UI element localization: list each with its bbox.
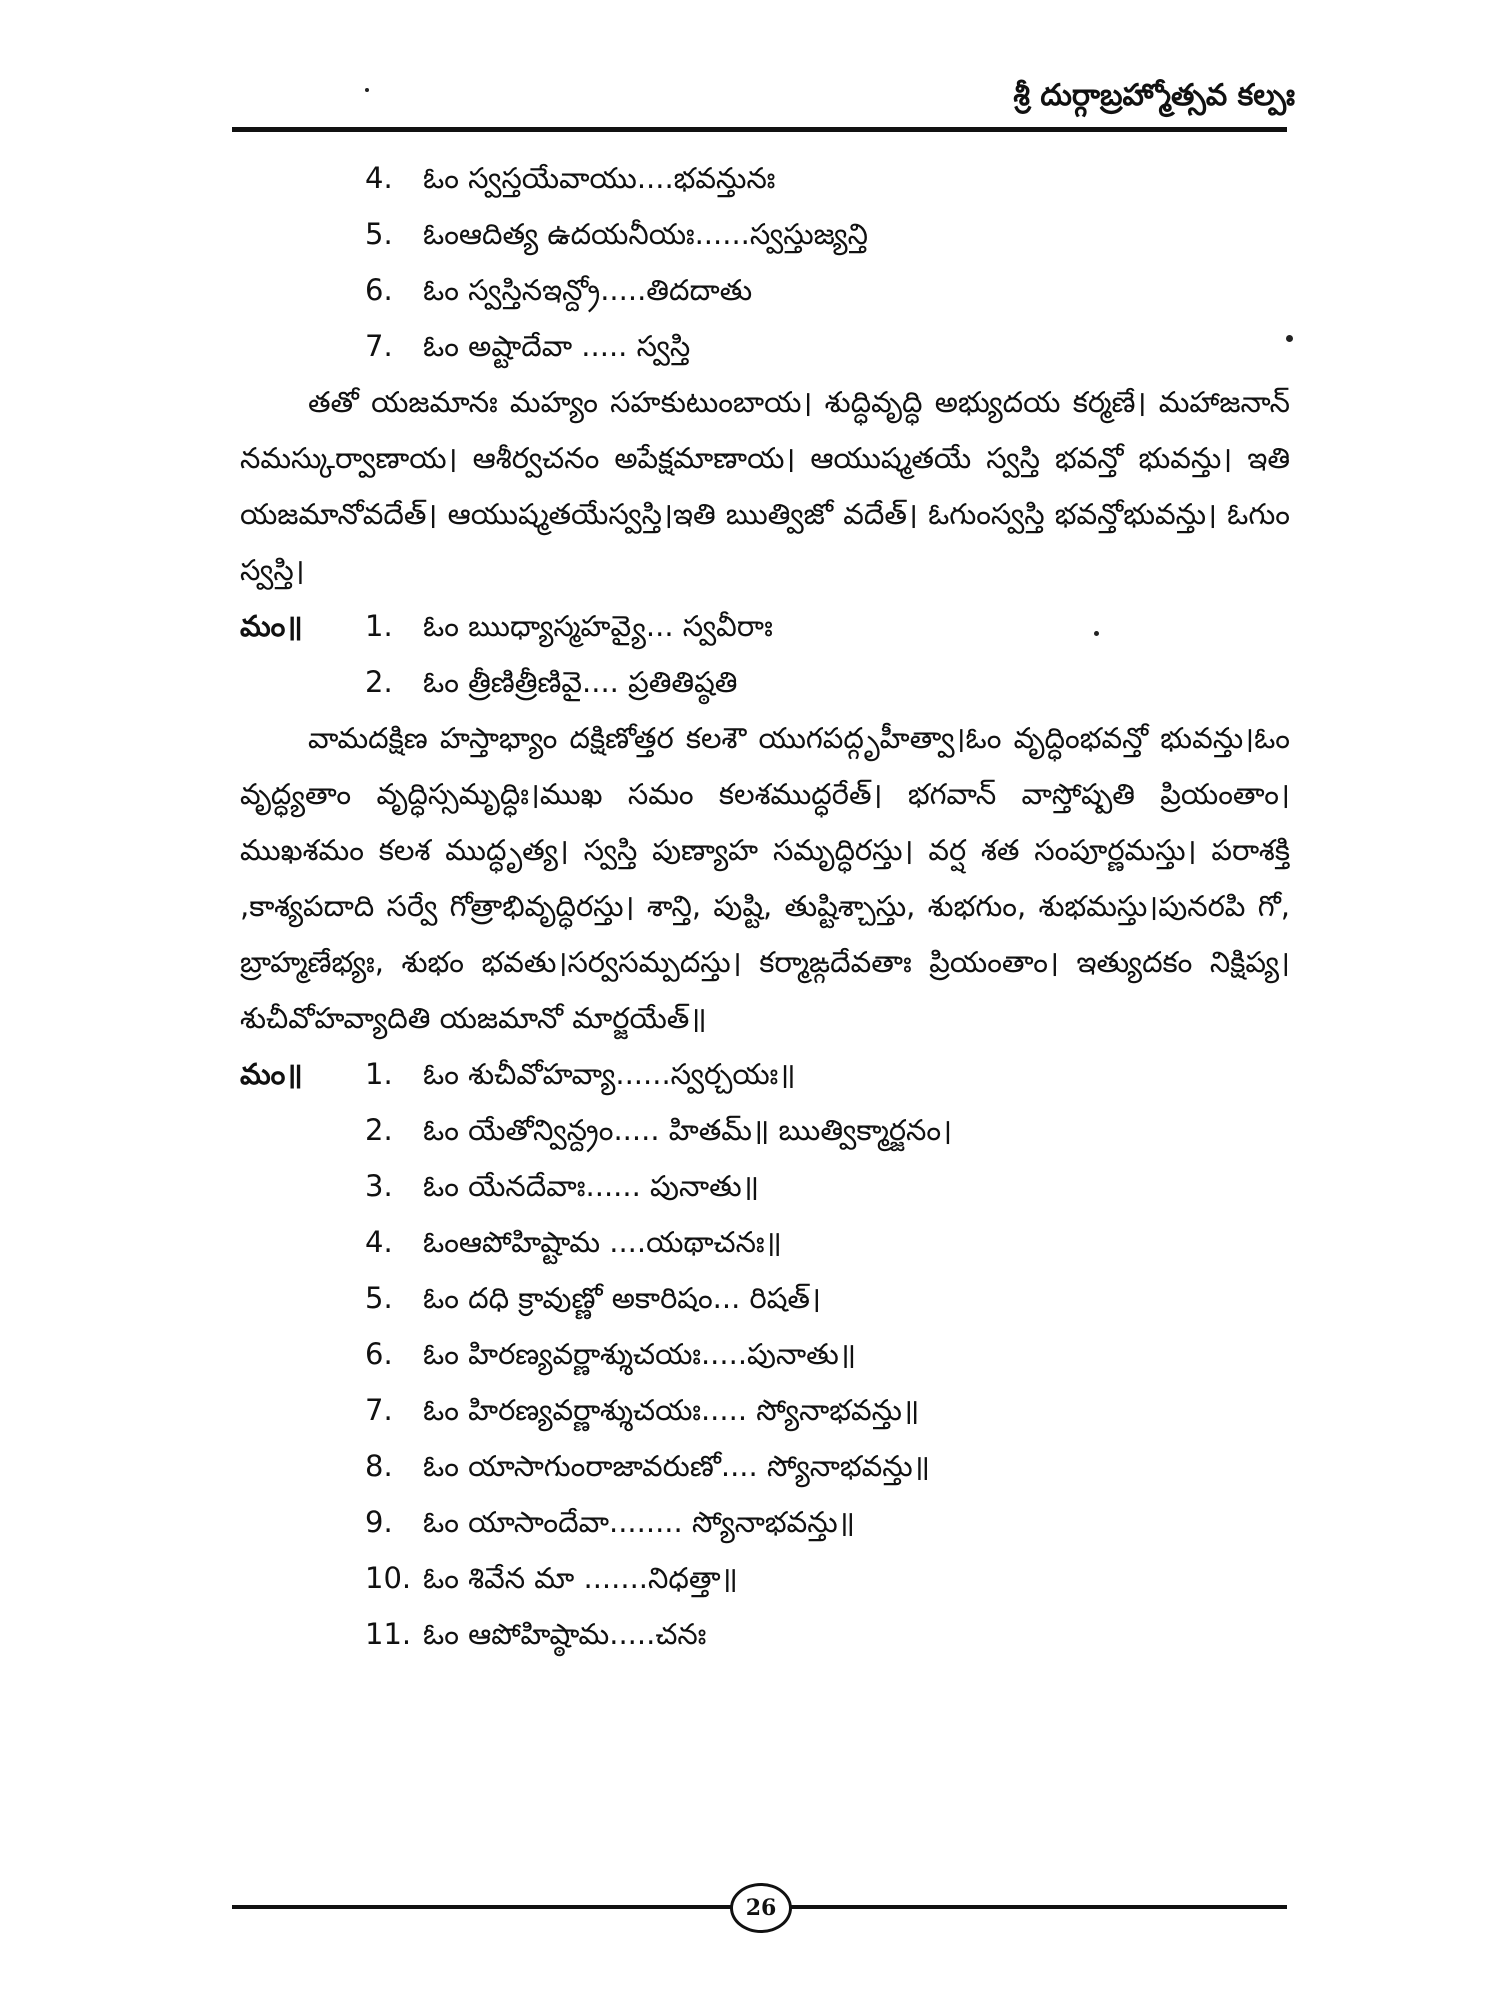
list-item: [240, 262, 1290, 318]
page-number: 26: [730, 1883, 792, 1933]
item-text: ఓం హిరణ్యవర్ణాశ్శుచయః..... స్యోనాభవన్తు॥: [423, 1393, 920, 1427]
list-item: [240, 206, 1290, 262]
list-item: [240, 1270, 1290, 1326]
item-number: 9.: [365, 1505, 393, 1539]
item-text: ఓం యాసాందేవా........ స్యోనాభవన్తు॥: [423, 1505, 856, 1539]
list-item: [240, 1438, 1290, 1494]
item-number: 1.: [365, 1057, 393, 1091]
item-text: ఓం యేతోన్విన్ద్రం..... హితమ్॥ ఋత్విక్మార్జనం।: [423, 1113, 953, 1147]
header-rule: [232, 127, 1287, 132]
item-text: ఓం స్వస్తినఇన్ద్రో.....తిదదాతు: [423, 273, 753, 307]
mantra-row: [240, 598, 1290, 654]
list-item: [240, 318, 1290, 374]
list-item: [240, 1326, 1290, 1382]
item-number: 6.: [365, 273, 393, 307]
item-text: ఓం యేనదేవాః...... పునాతు॥: [423, 1169, 760, 1203]
item-number: 5.: [365, 217, 393, 251]
item-number: 10.: [365, 1561, 412, 1595]
item-number: 8.: [365, 1449, 393, 1483]
list-item: [240, 1158, 1290, 1214]
item-text: ఓం దధి క్రావుణ్ణో అకారిషం... రిషత్।: [423, 1281, 821, 1315]
item-number: 4.: [365, 1225, 393, 1259]
item-text: ఓం స్వస్తయేవాయు....భవన్తునః: [423, 161, 776, 195]
item-number: 4.: [365, 161, 393, 195]
page-content: [240, 150, 1290, 1662]
list-item: [240, 1102, 1290, 1158]
item-number: 6.: [365, 1337, 393, 1371]
list-item: [240, 1550, 1290, 1606]
item-number: 1.: [365, 609, 393, 643]
instruction-paragraph: తతో యజమానః మహ్యం సహకుటుంబాయ। శుద్ధివృద్ధి అభ్యుదయ కర్మణే। మహాజనాన్ నమస్కుర్వాణాయ। ఆశీర్వచనం అపేక్షమాణాయ। ఆయుష్మతయే స్వస్తి భవన్తో భువన్తు। ఇతి యజమానోవదేత్। ఆయుష్మతయేస్వస్తి।ఇతి ఋత్విజో వదేత్। ఓగుంస్వస్తి భవన్తోభువన్తు। ఓగుం స్వస్తి।: [240, 385, 1290, 587]
item-text: ఓంఆపోహిష్టామ ....యథాచనః॥: [423, 1225, 782, 1259]
item-text: ఓంఆదిత్య ఉదయనీయః......స్వస్తుజ్యన్తి: [423, 217, 868, 251]
page-header-title: శ్రీ దుర్గాబ్రహ్మోత్సవ కల్పః: [1013, 78, 1295, 113]
list-item: [240, 1606, 1290, 1662]
mantra-row: [240, 1046, 1290, 1102]
list-item: [240, 1494, 1290, 1550]
speck-mark: [365, 88, 369, 92]
list-item: [240, 1214, 1290, 1270]
item-text: ఓం ఋధ్యాస్మహవ్యై... స్వవీరాః: [423, 609, 773, 643]
item-text: ఓం యాసాగుంరాజావరుణో.... స్యోనాభవన్తు॥: [423, 1449, 931, 1483]
item-number: 7.: [365, 329, 393, 363]
list-item: [240, 654, 1290, 710]
item-number: 3.: [365, 1169, 393, 1203]
item-number: 11.: [365, 1617, 412, 1651]
item-text: ఓం ఆపోహిష్ఠామ.....చనః: [423, 1617, 707, 1651]
item-text: ఓం అష్టాదేవా ..... స్వస్తి: [423, 329, 691, 363]
item-text: ఓం త్రీణిత్రీణివై.... ప్రతితిష్ఠతి: [423, 665, 738, 699]
list-item: [240, 1382, 1290, 1438]
item-number: 2.: [365, 1113, 393, 1147]
item-number: 2.: [365, 665, 393, 699]
list-item: [240, 150, 1290, 206]
instruction-paragraph: వామదక్షిణ హస్తాభ్యాం దక్షిణోత్తర కలశౌ యుగపద్గృహీత్వా।ఓం వృద్ధింభవన్తో భువన్తు।ఓం వృద్ధ్యతాం వృద్ధిస్సమృద్ధిః।ముఖ సమం కలశముద్ధరేత్। భగవాన్ వాస్తోష్పతి ప్రియంతాం।ముఖశమం కలశ ముద్ధృత్య। స్వస్తి పుణ్యాహ సమృద్ధిరస్తు। వర్ష శత సంపూర్ణమస్తు। పరాశక్తి ,కాశ్యపదాది సర్వే గోత్రాభివృద్ధిరస్తు। శాన్తి, పుష్టి, తుష్టిశ్చాస్తు, శుభగుం, శుభమస్తు।పునరపి గో, బ్రాహ్మణేభ్యః, శుభం భవతు।సర్వసమ్పదస్తు। కర్మాఙ్గదేవతాః ప్రియంతాం। ఇత్యుదకం నిక్షిప్య। శుచీవోహవ్యాదితి యజమానో మార్జయేత్॥: [240, 721, 1290, 1035]
item-number: 7.: [365, 1393, 393, 1427]
mantra-label: మం॥: [240, 1057, 303, 1091]
item-number: 5.: [365, 1281, 393, 1315]
item-text: ఓం హిరణ్యవర్ణాశ్శుచయః.....పునాతు॥: [423, 1337, 857, 1371]
mantra-label: మం॥: [240, 609, 303, 643]
item-text: ఓం శుచీవోహవ్యా......స్వర్చయః॥: [423, 1057, 796, 1091]
item-text: ఓం శివేన మా .......నిధత్తా॥: [423, 1561, 738, 1595]
